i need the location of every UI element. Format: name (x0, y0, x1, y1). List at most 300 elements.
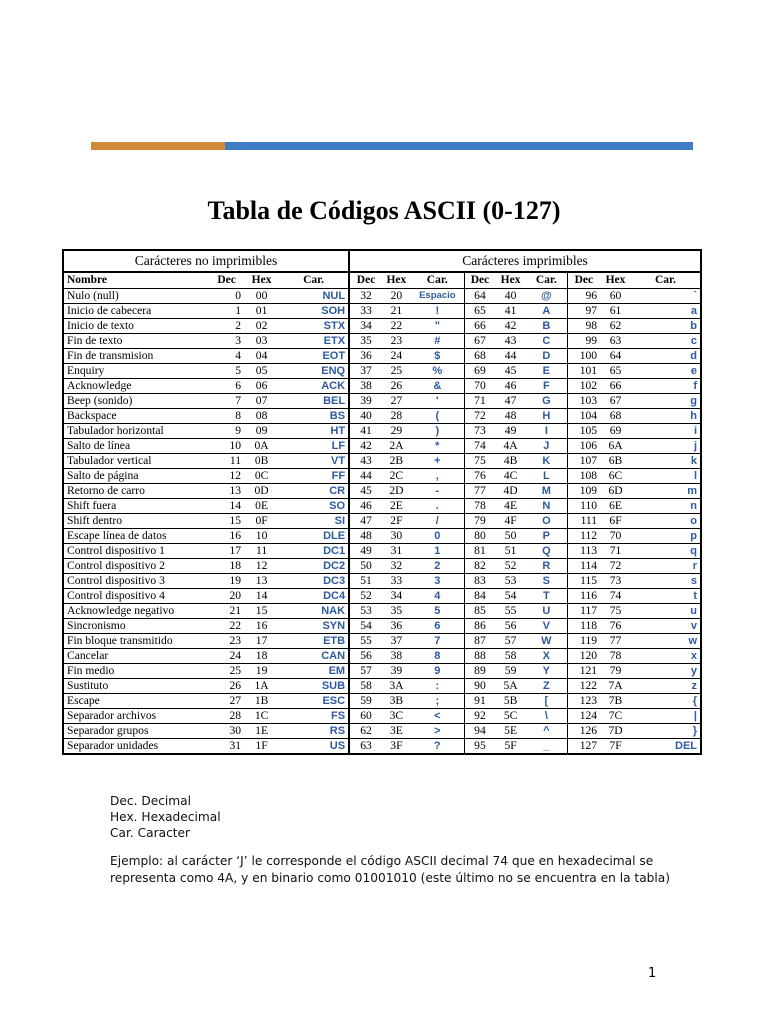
cell-char-code: CR (279, 484, 349, 499)
cell-char: " (411, 319, 465, 334)
cell-hex: 19 (244, 664, 279, 679)
cell-hex: 10 (244, 529, 279, 544)
cell-hex: 71 (600, 544, 631, 559)
cell-dec: 126 (567, 724, 600, 739)
cell-dec: 58 (349, 679, 382, 694)
table-row (63, 379, 701, 394)
cell-name: Separador unidades (63, 739, 209, 755)
cell-hex: 6E (600, 499, 631, 514)
cell-dec: 35 (349, 334, 382, 349)
cell-hex: 3C (382, 709, 411, 724)
cell-char: u (631, 604, 701, 619)
cell-char-code: HT (279, 424, 349, 439)
table-row (63, 364, 701, 379)
cell-dec: 56 (349, 649, 382, 664)
cell-name: Control dispositivo 2 (63, 559, 209, 574)
cell-char-code: ETB (279, 634, 349, 649)
cell-hex: 0B (244, 454, 279, 469)
table-row (63, 334, 701, 349)
cell-char: O (526, 514, 567, 529)
cell-dec: 114 (567, 559, 600, 574)
cell-name: Separador grupos (63, 724, 209, 739)
cell-dec: 17 (209, 544, 244, 559)
cell-char: Espacio (411, 289, 465, 304)
cell-char: X (526, 649, 567, 664)
cell-dec: 24 (209, 649, 244, 664)
cell-dec: 60 (349, 709, 382, 724)
cell-char-code: DLE (279, 529, 349, 544)
cell-dec: 40 (349, 409, 382, 424)
cell-dec: 28 (209, 709, 244, 724)
cell-char: a (631, 304, 701, 319)
col-header-hex: Hex (495, 272, 526, 289)
cell-char-code: ENQ (279, 364, 349, 379)
cell-hex: 74 (600, 589, 631, 604)
cell-char: | (631, 709, 701, 724)
cell-dec: 4 (209, 349, 244, 364)
table-row (63, 649, 701, 664)
cell-dec: 97 (567, 304, 600, 319)
cell-char: U (526, 604, 567, 619)
cell-name: Control dispositivo 3 (63, 574, 209, 589)
cell-char-code: NAK (279, 604, 349, 619)
cell-char: K (526, 454, 567, 469)
cell-dec: 84 (464, 589, 495, 604)
table-body (63, 289, 701, 755)
cell-name: Acknowledge negativo (63, 604, 209, 619)
cell-hex: 70 (600, 529, 631, 544)
table-row (63, 589, 701, 604)
cell-char: z (631, 679, 701, 694)
cell-hex: 62 (600, 319, 631, 334)
cell-char-code: SI (279, 514, 349, 529)
cell-char-code: RS (279, 724, 349, 739)
cell-dec: 94 (464, 724, 495, 739)
table-row (63, 634, 701, 649)
cell-dec: 106 (567, 439, 600, 454)
cell-char: j (631, 439, 701, 454)
cell-hex: 27 (382, 394, 411, 409)
cell-hex: 26 (382, 379, 411, 394)
cell-char: DEL (631, 739, 701, 755)
column-header-row (63, 272, 701, 289)
cell-hex: 54 (495, 589, 526, 604)
cell-name: Shift dentro (63, 514, 209, 529)
cell-hex: 22 (382, 319, 411, 334)
cell-dec: 21 (209, 604, 244, 619)
cell-char: ) (411, 424, 465, 439)
cell-dec: 33 (349, 304, 382, 319)
cell-char: R (526, 559, 567, 574)
cell-hex: 4F (495, 514, 526, 529)
cell-hex: 21 (382, 304, 411, 319)
cell-hex: 41 (495, 304, 526, 319)
cell-hex: 28 (382, 409, 411, 424)
cell-char: 4 (411, 589, 465, 604)
cell-name: Beep (sonido) (63, 394, 209, 409)
cell-char: @ (526, 289, 567, 304)
cell-dec: 6 (209, 379, 244, 394)
col-header-dec: Dec (567, 272, 600, 289)
cell-hex: 40 (495, 289, 526, 304)
cell-char-code: FF (279, 469, 349, 484)
cell-dec: 43 (349, 454, 382, 469)
cell-hex: 29 (382, 424, 411, 439)
cell-dec: 22 (209, 619, 244, 634)
cell-char: 6 (411, 619, 465, 634)
cell-char: 5 (411, 604, 465, 619)
cell-dec: 85 (464, 604, 495, 619)
cell-char: * (411, 439, 465, 454)
cell-hex: 60 (600, 289, 631, 304)
cell-dec: 122 (567, 679, 600, 694)
cell-name: Nulo (null) (63, 289, 209, 304)
cell-char: 0 (411, 529, 465, 544)
cell-char-code: SUB (279, 679, 349, 694)
cell-name: Fin medio (63, 664, 209, 679)
table-row (63, 424, 701, 439)
cell-dec: 67 (464, 334, 495, 349)
cell-char-code: FS (279, 709, 349, 724)
table-row (63, 349, 701, 364)
cell-dec: 72 (464, 409, 495, 424)
cell-dec: 104 (567, 409, 600, 424)
cell-char: 1 (411, 544, 465, 559)
cell-dec: 70 (464, 379, 495, 394)
cell-dec: 20 (209, 589, 244, 604)
cell-name: Tabulador vertical (63, 454, 209, 469)
cell-dec: 2 (209, 319, 244, 334)
cell-char: l (631, 469, 701, 484)
cell-hex: 77 (600, 634, 631, 649)
cell-hex: 49 (495, 424, 526, 439)
table-row (63, 619, 701, 634)
cell-dec: 7 (209, 394, 244, 409)
cell-dec: 18 (209, 559, 244, 574)
cell-dec: 12 (209, 469, 244, 484)
cell-char-code: STX (279, 319, 349, 334)
cell-char: d (631, 349, 701, 364)
cell-hex: 7B (600, 694, 631, 709)
cell-char: L (526, 469, 567, 484)
cell-hex: 68 (600, 409, 631, 424)
cell-char: Q (526, 544, 567, 559)
cell-hex: 75 (600, 604, 631, 619)
cell-name: Acknowledge (63, 379, 209, 394)
cell-dec: 8 (209, 409, 244, 424)
cell-char-code: NUL (279, 289, 349, 304)
cell-hex: 1B (244, 694, 279, 709)
cell-char-code: ESC (279, 694, 349, 709)
table-row (63, 304, 701, 319)
cell-hex: 69 (600, 424, 631, 439)
cell-name: Salto de página (63, 469, 209, 484)
table-row (63, 529, 701, 544)
cell-hex: 4B (495, 454, 526, 469)
cell-char-code: DC1 (279, 544, 349, 559)
cell-dec: 119 (567, 634, 600, 649)
cell-hex: 5B (495, 694, 526, 709)
cell-char-code: EM (279, 664, 349, 679)
cell-char: - (411, 484, 465, 499)
cell-name: Inicio de texto (63, 319, 209, 334)
header-bar-orange-segment (91, 142, 225, 150)
cell-char: s (631, 574, 701, 589)
cell-hex: 2C (382, 469, 411, 484)
cell-dec: 113 (567, 544, 600, 559)
cell-hex: 5F (495, 739, 526, 755)
cell-hex: 42 (495, 319, 526, 334)
cell-hex: 09 (244, 424, 279, 439)
cell-dec: 112 (567, 529, 600, 544)
cell-dec: 19 (209, 574, 244, 589)
cell-name: Enquiry (63, 364, 209, 379)
cell-char: & (411, 379, 465, 394)
cell-hex: 44 (495, 349, 526, 364)
cell-hex: 32 (382, 559, 411, 574)
cell-char: c (631, 334, 701, 349)
cell-hex: 16 (244, 619, 279, 634)
cell-hex: 0E (244, 499, 279, 514)
cell-dec: 101 (567, 364, 600, 379)
cell-hex: 59 (495, 664, 526, 679)
cell-hex: 7A (600, 679, 631, 694)
cell-char: W (526, 634, 567, 649)
cell-dec: 99 (567, 334, 600, 349)
cell-dec: 45 (349, 484, 382, 499)
cell-dec: 110 (567, 499, 600, 514)
cell-hex: 4E (495, 499, 526, 514)
cell-dec: 62 (349, 724, 382, 739)
cell-char: h (631, 409, 701, 424)
cell-hex: 38 (382, 649, 411, 664)
cell-char: + (411, 454, 465, 469)
cell-char: x (631, 649, 701, 664)
cell-char-code: US (279, 739, 349, 755)
col-header-car: Car. (526, 272, 567, 289)
cell-char: < (411, 709, 465, 724)
cell-hex: 33 (382, 574, 411, 589)
cell-dec: 47 (349, 514, 382, 529)
cell-char: F (526, 379, 567, 394)
cell-hex: 79 (600, 664, 631, 679)
cell-hex: 07 (244, 394, 279, 409)
cell-dec: 87 (464, 634, 495, 649)
cell-dec: 78 (464, 499, 495, 514)
cell-dec: 25 (209, 664, 244, 679)
cell-dec: 102 (567, 379, 600, 394)
cell-name: Fin de texto (63, 334, 209, 349)
table-row (63, 604, 701, 619)
table-row (63, 454, 701, 469)
cell-char: / (411, 514, 465, 529)
cell-char: G (526, 394, 567, 409)
example-paragraph: Ejemplo: al carácter ‘J’ le corresponde el código ASCII decimal 74 que en hexadecimal se representa como 4A, y en binario como 01001010 (este último no se encuentra en la tabla) (110, 854, 671, 885)
decorative-header-bar (91, 142, 693, 150)
cell-char-code: EOT (279, 349, 349, 364)
cell-hex: 30 (382, 529, 411, 544)
cell-dec: 53 (349, 604, 382, 619)
cell-dec: 64 (464, 289, 495, 304)
cell-hex: 18 (244, 649, 279, 664)
cell-char: I (526, 424, 567, 439)
cell-char: E (526, 364, 567, 379)
cell-dec: 38 (349, 379, 382, 394)
cell-hex: 58 (495, 649, 526, 664)
cell-dec: 14 (209, 499, 244, 514)
cell-char: ? (411, 739, 465, 755)
cell-hex: 12 (244, 559, 279, 574)
cell-hex: 0A (244, 439, 279, 454)
cell-name: Control dispositivo 1 (63, 544, 209, 559)
cell-hex: 6B (600, 454, 631, 469)
cell-dec: 1 (209, 304, 244, 319)
cell-hex: 35 (382, 604, 411, 619)
cell-char-code: CAN (279, 649, 349, 664)
cell-char-code: SOH (279, 304, 349, 319)
cell-char-code: VT (279, 454, 349, 469)
cell-hex: 0D (244, 484, 279, 499)
cell-char: C (526, 334, 567, 349)
cell-dec: 95 (464, 739, 495, 755)
cell-dec: 75 (464, 454, 495, 469)
cell-char-code: BS (279, 409, 349, 424)
cell-dec: 117 (567, 604, 600, 619)
cell-dec: 123 (567, 694, 600, 709)
cell-hex: 2F (382, 514, 411, 529)
cell-char-code: SO (279, 499, 349, 514)
cell-hex: 6D (600, 484, 631, 499)
cell-hex: 31 (382, 544, 411, 559)
col-header-dec: Dec (209, 272, 244, 289)
cell-char: p (631, 529, 701, 544)
cell-dec: 42 (349, 439, 382, 454)
cell-char: q (631, 544, 701, 559)
cell-dec: 80 (464, 529, 495, 544)
cell-hex: 6A (600, 439, 631, 454)
table-row (63, 409, 701, 424)
cell-dec: 57 (349, 664, 382, 679)
cell-char: r (631, 559, 701, 574)
cell-char: ^ (526, 724, 567, 739)
cell-char: y (631, 664, 701, 679)
cell-dec: 96 (567, 289, 600, 304)
cell-char: J (526, 439, 567, 454)
cell-hex: 3E (382, 724, 411, 739)
cell-dec: 76 (464, 469, 495, 484)
legend (110, 793, 221, 841)
cell-hex: 02 (244, 319, 279, 334)
cell-hex: 1C (244, 709, 279, 724)
cell-dec: 32 (349, 289, 382, 304)
cell-dec: 31 (209, 739, 244, 755)
cell-hex: 2A (382, 439, 411, 454)
cell-dec: 5 (209, 364, 244, 379)
cell-char: w (631, 634, 701, 649)
cell-hex: 57 (495, 634, 526, 649)
cell-hex: 23 (382, 334, 411, 349)
cell-hex: 67 (600, 394, 631, 409)
col-header-car: Car. (279, 272, 349, 289)
cell-hex: 39 (382, 664, 411, 679)
legend-dec: Dec. Decimal (110, 794, 192, 808)
cell-dec: 50 (349, 559, 382, 574)
cell-dec: 82 (464, 559, 495, 574)
cell-dec: 51 (349, 574, 382, 589)
cell-char: T (526, 589, 567, 604)
cell-dec: 105 (567, 424, 600, 439)
cell-dec: 49 (349, 544, 382, 559)
cell-dec: 46 (349, 499, 382, 514)
cell-hex: 1E (244, 724, 279, 739)
cell-hex: 01 (244, 304, 279, 319)
cell-char: k (631, 454, 701, 469)
ascii-table (62, 249, 702, 755)
cell-hex: 48 (495, 409, 526, 424)
cell-name: Retorno de carro (63, 484, 209, 499)
cell-char: 7 (411, 634, 465, 649)
cell-hex: 3F (382, 739, 411, 755)
cell-char: A (526, 304, 567, 319)
table-row (63, 319, 701, 334)
cell-hex: 7C (600, 709, 631, 724)
cell-hex: 37 (382, 634, 411, 649)
cell-hex: 36 (382, 619, 411, 634)
cell-char: m (631, 484, 701, 499)
col-header-car: Car. (631, 272, 701, 289)
table-row (63, 679, 701, 694)
cell-char: : (411, 679, 465, 694)
cell-char: ( (411, 409, 465, 424)
cell-hex: 72 (600, 559, 631, 574)
cell-char: b (631, 319, 701, 334)
cell-hex: 6C (600, 469, 631, 484)
table-row (63, 394, 701, 409)
cell-char-code: BEL (279, 394, 349, 409)
table-row (63, 709, 701, 724)
cell-dec: 27 (209, 694, 244, 709)
cell-hex: 13 (244, 574, 279, 589)
cell-dec: 98 (567, 319, 600, 334)
table-row (63, 484, 701, 499)
cell-name: Fin bloque transmitido (63, 634, 209, 649)
cell-char-code: DC4 (279, 589, 349, 604)
cell-dec: 23 (209, 634, 244, 649)
cell-hex: 5E (495, 724, 526, 739)
cell-dec: 16 (209, 529, 244, 544)
cell-dec: 89 (464, 664, 495, 679)
table-row (63, 724, 701, 739)
table-row (63, 499, 701, 514)
cell-hex: 08 (244, 409, 279, 424)
cell-name: Control dispositivo 4 (63, 589, 209, 604)
cell-char: _ (526, 739, 567, 755)
page-title: Tabla de Códigos ASCII (0-127) (207, 196, 561, 225)
cell-dec: 48 (349, 529, 382, 544)
cell-char: { (631, 694, 701, 709)
section-header-row (63, 250, 701, 272)
legend-car: Car. Caracter (110, 826, 191, 840)
cell-name: Escape (63, 694, 209, 709)
section-printable-header: Carácteres imprimibles (349, 250, 701, 272)
cell-dec: 0 (209, 289, 244, 304)
cell-hex: 2B (382, 454, 411, 469)
cell-char: [ (526, 694, 567, 709)
cell-char: ` (631, 289, 701, 304)
cell-dec: 71 (464, 394, 495, 409)
cell-hex: 53 (495, 574, 526, 589)
cell-dec: 15 (209, 514, 244, 529)
